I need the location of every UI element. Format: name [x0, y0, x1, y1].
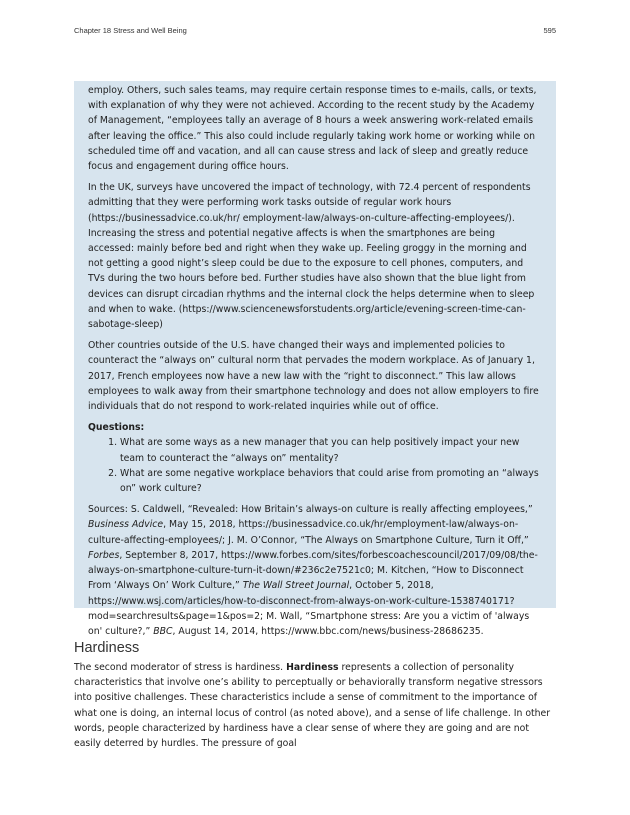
page-number: 595 [543, 26, 556, 35]
box-paragraph-2: In the UK, surveys have uncovered the impact of technology, with 72.4 percent of respondents admitting that they were performing work tasks outside of regular work hours (https://businessadvice.co.uk/hr/ employment-law/always-on-culture-affecting-employees/). Increasing the stress and potential negative affects is when the smartphones are being accessed: mainly before bed and right when they wake up. Feeling groggy in the morning and not getting a good night’s sleep could be due to the exposure to cell phones, computers, and TVs during the two hours before bed. Further studies have also shown that the blue light from devices can disrupt circadian rhythms and the internal clock the helps determine when to sleep and when to wake. (https://www.sciencenewsforstudents.org/article/evening-screen-time-can-sabotage-sleep) [88, 182, 535, 331]
section-body [74, 660, 556, 751]
box-paragraph-1: employ. Others, such sales teams, may require certain response times to e-mails, calls, or texts, with explanation of why they were not achieved. According to the recent study by the Academy of Management, “employees tally an average of 8 hours a week answering work-related emails after leaving the office.” This also could include regularly taking work home or working while on scheduled time off and vacation, and all can cause stress and lack of sleep and greatly reduce focus and engagement during office hours. [88, 85, 537, 173]
source-publication: Forbes [88, 549, 120, 561]
source-text: , September 8, 2017, https://www.forbes.com/sites/forbescoachescouncil/2017/09/08/the-always-on-smartphone-culture-turn-it-down/#236c2e7521c0; M. Kitchen, “How to Disconnect From ‘Always On’ Work Culture,” [88, 549, 538, 592]
body-text-start: The second moderator of stress is hardiness. [74, 662, 287, 673]
key-term: Hardiness [286, 662, 339, 673]
source-text: , October 5, 2018, https://www.wsj.com/articles/how-to-disconnect-from-always-on-work-culture-1538740171?mod=searchresults&page=1&pos=2; M. Wall, “Smartphone stress: Are you a victim of 'always on' culture?,” [88, 580, 530, 637]
sources-paragraph [88, 502, 542, 639]
source-publication: BBC [153, 625, 173, 637]
questions-heading: Questions: [88, 422, 145, 434]
source-text: , May 15, 2018, https://businessadvice.co.uk/hr/employment-law/always-on-culture-affecting-employees/; J. M. O’Connor, “The Always on Smartphone Culture, Turn it Off,” [88, 519, 529, 546]
question-item: 2. What are some negative workplace behaviors that could arise from promoting an “always on” work culture? [120, 466, 542, 496]
page-header [74, 26, 556, 38]
source-publication: Business Advice [88, 519, 164, 531]
question-item: 1. What are some ways as a new manager that you can help positively impact your new team to counteract the “always on” mentality? [120, 435, 542, 465]
questions-list [88, 435, 542, 496]
chapter-title: Chapter 18 Stress and Well Being [74, 26, 187, 35]
section-heading: Hardiness [74, 640, 140, 656]
source-publication: The Wall Street Journal [242, 580, 350, 592]
body-text-rest: represents a collection of personality characteristics that involve one’s ability to perceptually or behaviorally transform negative stressors into positive challenges. These characteristics include a sense of commitment to the importance of what one is doing, an internal locus of control (as noted above), and a sense of life challenge. In other words, people characterized by hardiness have a clear sense of where they are going and are not easily deterred by hurdles. The pressure of goal [74, 662, 551, 750]
box-paragraph-3: Other countries outside of the U.S. have changed their ways and implemented policies to counteract the “always on” cultural norm that pervades the modern workplace. As of January 1, 2017, French employees now have a new law with the “right to disconnect.” This law allows employees to walk away from their smartphone technology and does not allow employers to fire individuals that do not respond to work-related inquiries while out of office. [88, 340, 539, 413]
feature-box [74, 81, 556, 637]
source-text: , August 14, 2014, https://www.bbc.com/news/business-28686235. [172, 625, 484, 637]
source-text: Sources: S. Caldwell, “Revealed: How Britain’s always-on culture is really affecting employees,” [88, 504, 533, 516]
